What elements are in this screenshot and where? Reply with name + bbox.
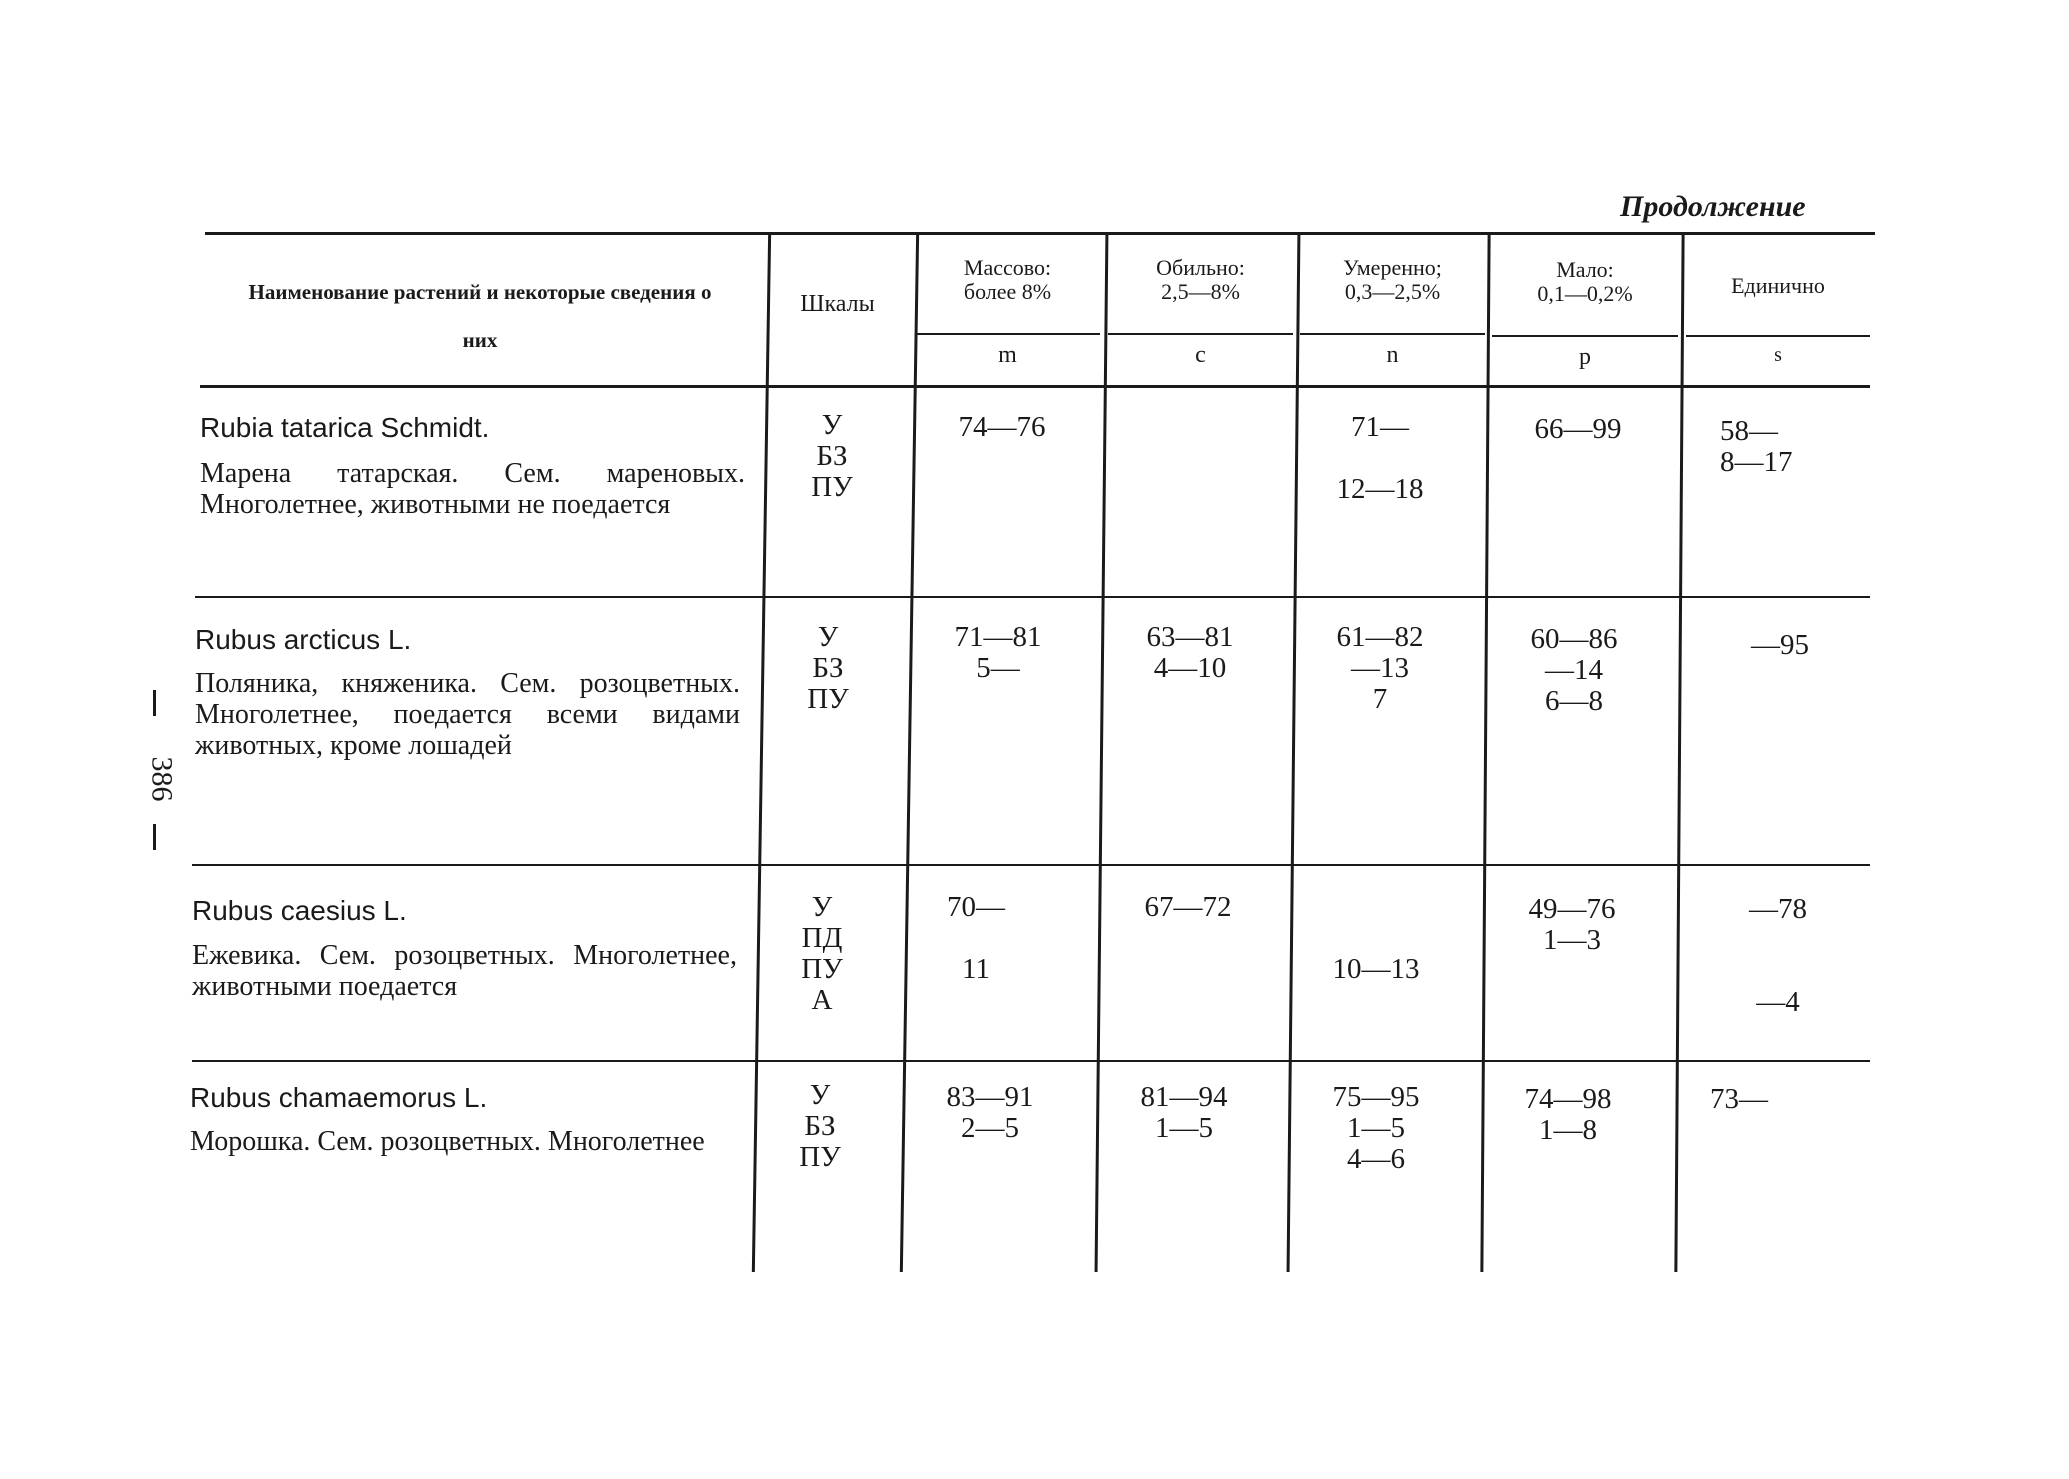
- plant-latin-name: Rubia tatarica Schmidt.: [200, 412, 490, 443]
- value-n: 10—13: [1332, 953, 1420, 985]
- header-freq-p: [1492, 258, 1678, 306]
- page-number: [135, 690, 179, 850]
- plant-description: Марена татарская. Сем. мареновых. Многолетнее, животными не поедается: [200, 458, 745, 520]
- scales-text: У БЗ ПУ: [811, 409, 853, 503]
- header-subrule: [1108, 333, 1293, 335]
- row-divider: [192, 1060, 1870, 1062]
- value-m: 74—76: [958, 411, 1046, 443]
- value-n: 75—95 1—5 4—6: [1332, 1081, 1420, 1175]
- scales-cell: [772, 892, 872, 1016]
- value-p: 49—76 1—3: [1528, 893, 1616, 956]
- header-subrule: [1300, 333, 1485, 335]
- scales-text: У БЗ ПУ: [807, 621, 849, 715]
- plant-description: Ежевика. Сем. розоцветных. Многолетнее, животными поедается: [192, 940, 737, 1002]
- value-c: 81—94 1—5: [1140, 1081, 1228, 1144]
- header-name-text: Наименование растений и некоторые сведения о них: [248, 280, 712, 352]
- header-freq-s: [1686, 274, 1870, 298]
- value-m: 71—81 5—: [954, 621, 1042, 684]
- header-subrule: [1492, 335, 1678, 337]
- header-bottom-rule: [200, 385, 1870, 388]
- header-code-m: m: [998, 342, 1017, 368]
- value-p: 74—98 1—8: [1524, 1083, 1612, 1146]
- row-divider: [195, 596, 1870, 598]
- table-top-rule: [205, 232, 1875, 235]
- value-p: 60—86 —14 6—8: [1530, 623, 1618, 717]
- scales-text: У БЗ ПУ: [799, 1079, 841, 1173]
- plant-latin-name: Rubus caesius L.: [192, 895, 407, 926]
- header-code-c: c: [1195, 342, 1206, 368]
- plant-description: Поляника, княженика. Сем. розоцветных. Многолетнее, поедается всеми видами животных, кроме лошадей: [195, 668, 740, 761]
- scales-cell: [778, 622, 878, 715]
- scales-cell: [770, 1080, 870, 1173]
- value-p: 66—99: [1534, 413, 1622, 445]
- header-freq-c: [1108, 256, 1293, 304]
- header-code-p: p: [1579, 344, 1591, 370]
- plant-latin-name: Rubus chamaemorus L.: [190, 1082, 488, 1113]
- header-subrule: [915, 333, 1100, 335]
- column-rule: [1674, 232, 1684, 1272]
- header-freq-label: Умеренно;: [1343, 255, 1442, 280]
- value-s: —95: [1751, 629, 1809, 661]
- header-scales-col: Шкалы: [800, 291, 875, 317]
- value-s: 73—: [1710, 1083, 1768, 1115]
- header-code-n: n: [1386, 342, 1399, 368]
- value-m: 70— 11: [947, 891, 1005, 985]
- header-freq-label: Единично: [1731, 273, 1825, 298]
- row-divider: [192, 864, 1870, 866]
- value-c: 67—72: [1144, 891, 1232, 923]
- value-m: 83—91 2—5: [946, 1081, 1034, 1144]
- header-freq-range: более 8%: [963, 279, 1052, 304]
- header-freq-range: 0,1—0,2%: [1537, 281, 1633, 306]
- header-freq-range: 0,3—2,5%: [1344, 279, 1441, 304]
- header-name-col: [245, 268, 715, 364]
- header-code-s: s: [1774, 344, 1782, 366]
- continuation-label: Продолжение: [1620, 190, 1806, 223]
- header-freq-m: [915, 256, 1100, 304]
- value-s: 58— 8—17: [1720, 415, 1793, 478]
- value-c: 63—81 4—10: [1146, 621, 1234, 684]
- plant-description: Морошка. Сем. розоцветных. Многолетнее: [190, 1126, 705, 1157]
- header-freq-label: Массово:: [963, 255, 1052, 280]
- scales-cell: [782, 410, 882, 503]
- header-freq-label: Обильно:: [1156, 255, 1245, 280]
- plant-latin-name: Rubus arcticus L.: [195, 624, 412, 655]
- header-subrule: [1686, 335, 1870, 337]
- page-number-text: 386: [145, 756, 179, 802]
- header-freq-n: [1300, 256, 1485, 304]
- header-freq-range: 2,5—8%: [1161, 279, 1240, 304]
- value-s: —78 —4: [1749, 893, 1807, 1018]
- scales-text: У ПД ПУ А: [801, 891, 843, 1016]
- column-rule: [752, 232, 771, 1272]
- value-n: 71— 12—18: [1336, 411, 1424, 505]
- value-n: 61—82 —13 7: [1336, 621, 1424, 715]
- header-freq-label: Мало:: [1556, 257, 1614, 282]
